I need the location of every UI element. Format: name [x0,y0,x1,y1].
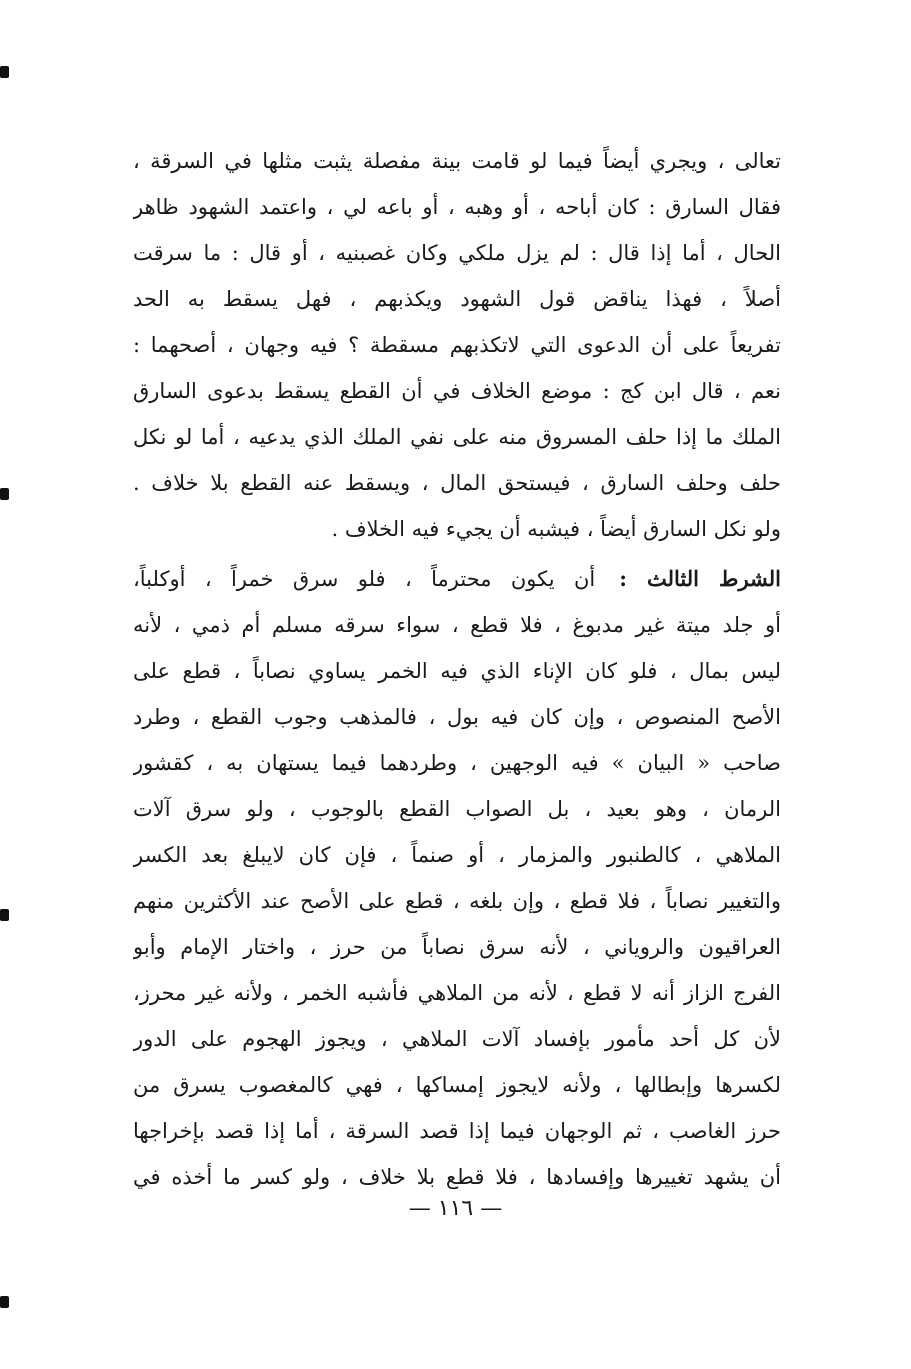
paragraph-2-line: أو جلد ميتة غير مدبوغ ، فلا قطع ، سواء سرقه مسلم أم ذمي ، لأنه [133,613,781,637]
paragraph-2-line: لكسرها وإبطالها ، ولأنه لايجوز إمساكها ، فهي كالمغصوب يسرق من [133,1073,781,1097]
paragraph-2-first-line [133,556,781,602]
paragraph-2-line: الرمان ، وهو بعيد ، بل الصواب القطع بالوجوب ، ولو سرق آلات [133,797,781,821]
paragraph-1-line: الحال ، أما إذا قال : لم يزل ملكي وكان غصبنيه ، أو قال : ما سرقت [133,241,781,265]
paragraph-1-line: الملك ما إذا حلف المسروق منه على نفي الملك الذي يدعيه ، أما لو نكل [133,425,781,449]
paragraph-2-line: الأصح المنصوص ، وإن كان فيه بول ، فالمذهب وجوب القطع ، وطرد [133,705,781,729]
paragraph-2-line: الفرج الزاز أنه لا قطع ، لأنه من الملاهي فأشبه الخمر ، ولأنه غير محرز، [133,981,781,1005]
paragraph-2-first-line-text: أن يكون محترماً ، فلو سرق خمراً ، أوكلباً، [133,567,596,591]
margin-mark-4 [0,1296,9,1308]
margin-mark-2 [0,488,9,500]
margin-mark-1 [0,66,9,78]
paragraph-2-line: أن يشهد تغييرها وإفسادها ، فلا قطع بلا خلاف ، ولو كسر ما أخذه في [133,1165,781,1189]
paragraph-2-line: والتغيير نصاباً ، فلا قطع ، وإن بلغه ، قطع على الأصح عند الأكثرين منهم [133,889,781,913]
paragraph-2-line: العراقيون والروياني ، لأنه سرق نصاباً من حرز ، واختار الإمام وأبو [133,935,781,959]
paragraph-1-line: ولو نكل السارق أيضاً ، فيشبه أن يجيء فيه الخلاف . [331,517,781,541]
paragraph-1-line: أصلاً ، فهذا يناقض قول الشهود ويكذبهم ، فهل يسقط به الحد [133,287,781,311]
paragraph-1-line: تعالى ، ويجري أيضاً فيما لو قامت بينة مفصلة يثبت مثلها في السرقة ، [133,149,781,173]
paragraph-2-line: الملاهي ، كالطنبور والمزمار ، أو صنماً ، فإن كان لايبلغ بعد الكسر [133,843,781,867]
paragraph-1-line: فقال السارق : كان أباحه ، أو وهبه ، أو باعه لي ، واعتمد الشهود ظاهر [133,195,781,219]
paragraph-1 [133,138,781,552]
page-number: — ١١٦ — [408,1196,503,1221]
paragraph-1-line: تفريعاً على أن الدعوى التي لاتكذبهم مسقطة ؟ فيه وجهان ، أصحهما : [133,333,781,357]
paragraph-1-line: نعم ، قال ابن كج : موضع الخلاف في أن القطع يسقط بدعوى السارق [133,379,781,403]
margin-mark-3 [0,909,9,921]
paragraph-1-line: حلف وحلف السارق ، فيستحق المال ، ويسقط عنه القطع بلا خلاف . [133,471,781,495]
paragraph-2-line: لأن كل أحد مأمور بإفساد آلات الملاهي ، ويجوز الهجوم على الدور [133,1027,781,1051]
paragraph-2-line: ليس بمال ، فلو كان الإناء الذي فيه الخمر يساوي نصاباً ، قطع على [133,659,781,683]
paragraph-2 [133,556,781,1200]
condition-label: الشرط الثالث : [619,566,781,591]
paragraph-2-line: صاحب « البيان » فيه الوجهين ، وطردهما فيما يستهان به ، كقشور [133,751,781,775]
paragraph-2-line: حرز الغاصب ، ثم الوجهان فيما إذا قصد السرقة ، أما إذا قصد بإخراجها [133,1119,781,1143]
